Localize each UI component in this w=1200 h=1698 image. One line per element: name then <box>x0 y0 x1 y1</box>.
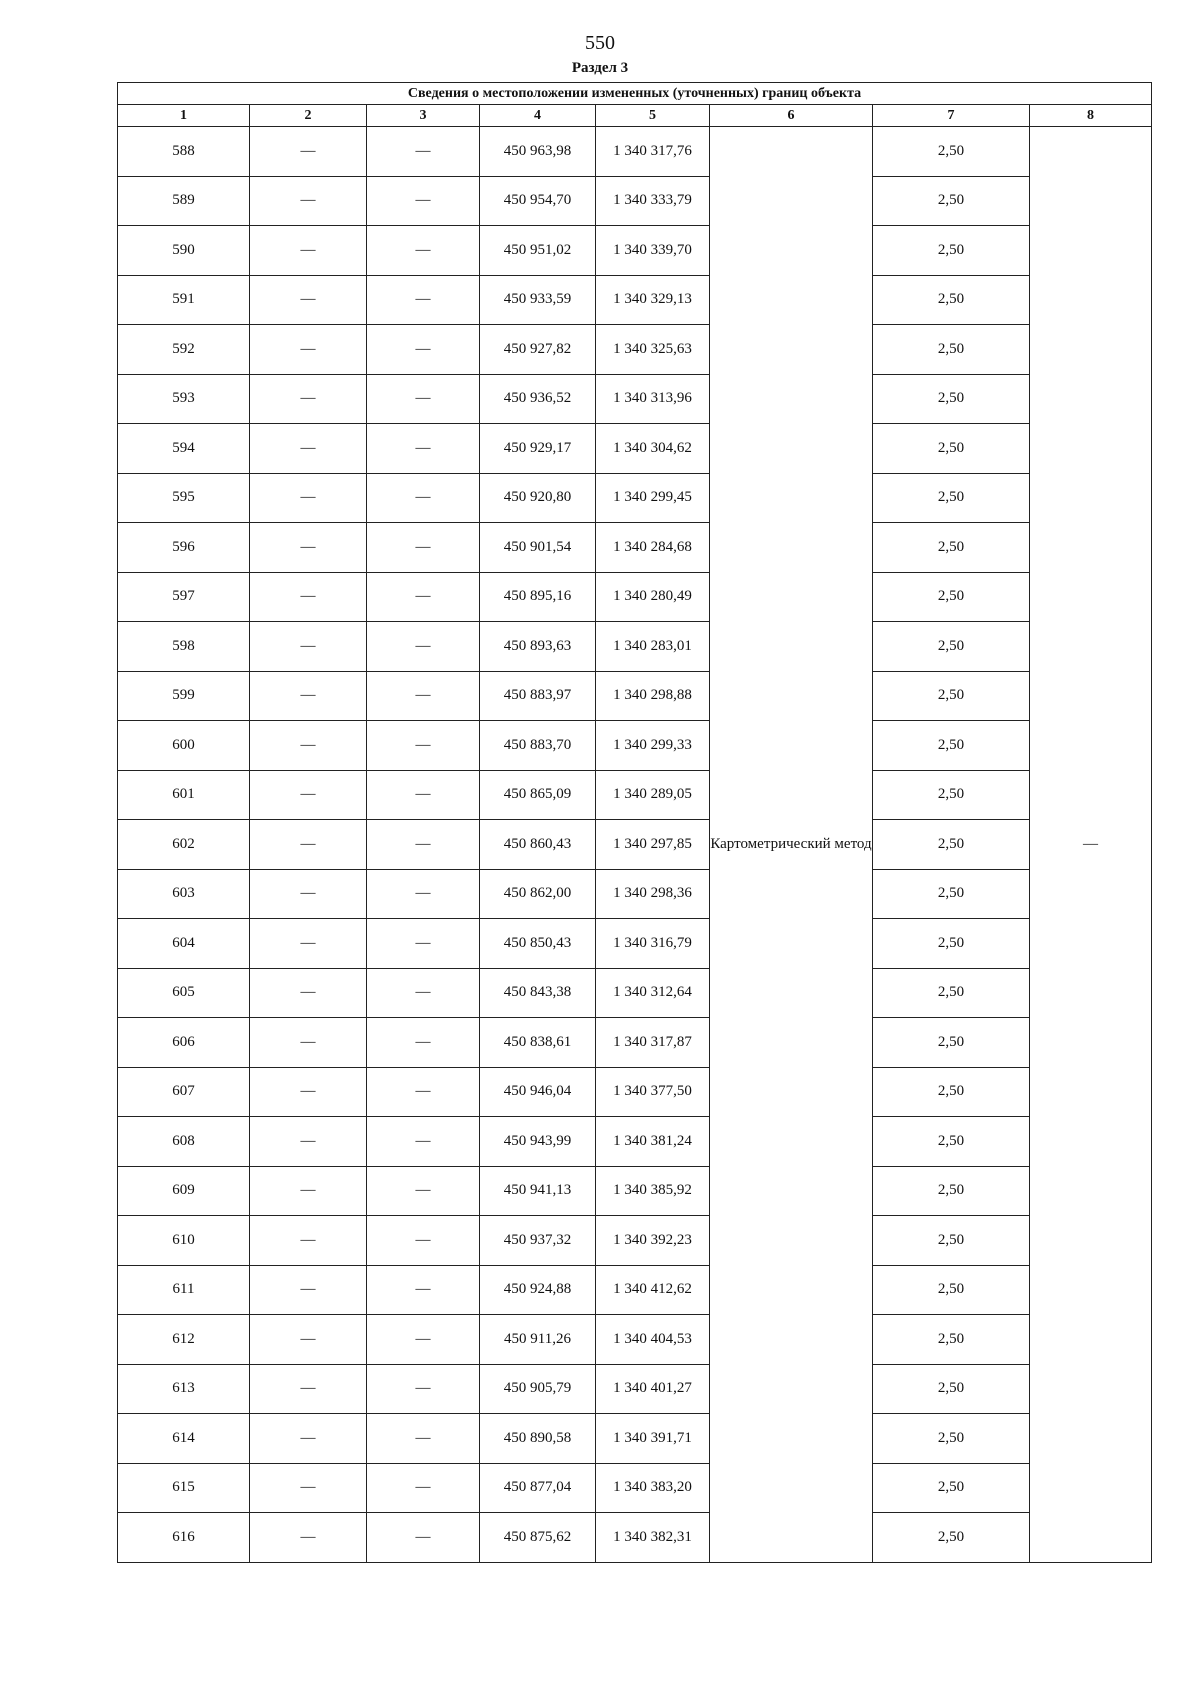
table-row <box>118 1166 1152 1216</box>
col3-cell: — <box>367 473 480 523</box>
col2-cell: — <box>250 721 367 771</box>
column-number-7: 7 <box>873 105 1030 127</box>
col2-cell: — <box>250 1414 367 1464</box>
point-number-cell: 612 <box>118 1315 250 1365</box>
accuracy-cell: 2,50 <box>873 176 1030 226</box>
y-coordinate-cell: 1 340 377,50 <box>596 1067 710 1117</box>
column-number-6: 6 <box>710 105 873 127</box>
col3-cell: — <box>367 127 480 177</box>
y-coordinate-cell: 1 340 298,36 <box>596 869 710 919</box>
col3-cell: — <box>367 275 480 325</box>
col2-cell: — <box>250 1067 367 1117</box>
col2-cell: — <box>250 1513 367 1563</box>
col2-cell: — <box>250 226 367 276</box>
col3-cell: — <box>367 919 480 969</box>
table-row <box>118 721 1152 771</box>
table-row <box>118 523 1152 573</box>
col2-cell: — <box>250 1216 367 1266</box>
point-number-cell: 588 <box>118 127 250 177</box>
accuracy-cell: 2,50 <box>873 869 1030 919</box>
accuracy-cell: 2,50 <box>873 424 1030 474</box>
x-coordinate-cell: 450 951,02 <box>480 226 596 276</box>
method-cell: Картометрический метод <box>710 127 873 1563</box>
column-number-4: 4 <box>480 105 596 127</box>
col3-cell: — <box>367 1364 480 1414</box>
accuracy-cell: 2,50 <box>873 473 1030 523</box>
accuracy-cell: 2,50 <box>873 622 1030 672</box>
col3-cell: — <box>367 1117 480 1167</box>
x-coordinate-cell: 450 937,32 <box>480 1216 596 1266</box>
x-coordinate-cell: 450 862,00 <box>480 869 596 919</box>
table-row <box>118 275 1152 325</box>
col3-cell: — <box>367 226 480 276</box>
point-number-cell: 599 <box>118 671 250 721</box>
accuracy-cell: 2,50 <box>873 1463 1030 1513</box>
point-number-cell: 600 <box>118 721 250 771</box>
col2-cell: — <box>250 1166 367 1216</box>
point-number-cell: 601 <box>118 770 250 820</box>
y-coordinate-cell: 1 340 298,88 <box>596 671 710 721</box>
y-coordinate-cell: 1 340 313,96 <box>596 374 710 424</box>
col2-cell: — <box>250 176 367 226</box>
point-number-cell: 592 <box>118 325 250 375</box>
x-coordinate-cell: 450 943,99 <box>480 1117 596 1167</box>
table-row <box>118 1265 1152 1315</box>
col3-cell: — <box>367 374 480 424</box>
table-row <box>118 473 1152 523</box>
col2-cell: — <box>250 1265 367 1315</box>
table-row <box>118 1067 1152 1117</box>
y-coordinate-cell: 1 340 412,62 <box>596 1265 710 1315</box>
table-row <box>118 770 1152 820</box>
table-row <box>118 1117 1152 1167</box>
col2-cell: — <box>250 572 367 622</box>
table-row <box>118 1414 1152 1464</box>
col3-cell: — <box>367 424 480 474</box>
point-number-cell: 609 <box>118 1166 250 1216</box>
col2-cell: — <box>250 325 367 375</box>
y-coordinate-cell: 1 340 317,76 <box>596 127 710 177</box>
point-number-cell: 597 <box>118 572 250 622</box>
accuracy-cell: 2,50 <box>873 968 1030 1018</box>
col2-cell: — <box>250 1364 367 1414</box>
column-number-3: 3 <box>367 105 480 127</box>
col2-cell: — <box>250 127 367 177</box>
col2-cell: — <box>250 424 367 474</box>
x-coordinate-cell: 450 883,70 <box>480 721 596 771</box>
col2-cell: — <box>250 1315 367 1365</box>
point-number-cell: 598 <box>118 622 250 672</box>
x-coordinate-cell: 450 905,79 <box>480 1364 596 1414</box>
column-number-2: 2 <box>250 105 367 127</box>
col2-cell: — <box>250 1018 367 1068</box>
section-title: Раздел 3 <box>571 60 629 76</box>
col2-cell: — <box>250 523 367 573</box>
accuracy-cell: 2,50 <box>873 325 1030 375</box>
x-coordinate-cell: 450 850,43 <box>480 919 596 969</box>
accuracy-cell: 2,50 <box>873 1315 1030 1365</box>
accuracy-cell: 2,50 <box>873 1364 1030 1414</box>
boundary-coordinates-table <box>117 82 1152 1563</box>
col3-cell: — <box>367 721 480 771</box>
table-row <box>118 325 1152 375</box>
x-coordinate-cell: 450 893,63 <box>480 622 596 672</box>
y-coordinate-cell: 1 340 383,20 <box>596 1463 710 1513</box>
accuracy-cell: 2,50 <box>873 1265 1030 1315</box>
x-coordinate-cell: 450 933,59 <box>480 275 596 325</box>
table-body <box>118 127 1152 1563</box>
table-row <box>118 1463 1152 1513</box>
x-coordinate-cell: 450 920,80 <box>480 473 596 523</box>
point-number-cell: 613 <box>118 1364 250 1414</box>
table-row <box>118 1513 1152 1563</box>
col2-cell: — <box>250 671 367 721</box>
point-number-cell: 604 <box>118 919 250 969</box>
point-number-cell: 589 <box>118 176 250 226</box>
col3-cell: — <box>367 176 480 226</box>
accuracy-cell: 2,50 <box>873 919 1030 969</box>
x-coordinate-cell: 450 865,09 <box>480 770 596 820</box>
col3-cell: — <box>367 770 480 820</box>
x-coordinate-cell: 450 838,61 <box>480 1018 596 1068</box>
page-number: 550 <box>585 32 615 54</box>
y-coordinate-cell: 1 340 284,68 <box>596 523 710 573</box>
col3-cell: — <box>367 1166 480 1216</box>
col2-cell: — <box>250 820 367 870</box>
col2-cell: — <box>250 473 367 523</box>
y-coordinate-cell: 1 340 299,45 <box>596 473 710 523</box>
point-number-cell: 591 <box>118 275 250 325</box>
col3-cell: — <box>367 820 480 870</box>
column-number-8: 8 <box>1030 105 1152 127</box>
accuracy-cell: 2,50 <box>873 523 1030 573</box>
col3-cell: — <box>367 671 480 721</box>
y-coordinate-cell: 1 340 280,49 <box>596 572 710 622</box>
y-coordinate-cell: 1 340 289,05 <box>596 770 710 820</box>
y-coordinate-cell: 1 340 385,92 <box>596 1166 710 1216</box>
point-number-cell: 606 <box>118 1018 250 1068</box>
col3-cell: — <box>367 968 480 1018</box>
col3-cell: — <box>367 1018 480 1068</box>
col3-cell: — <box>367 1513 480 1563</box>
point-number-cell: 611 <box>118 1265 250 1315</box>
col3-cell: — <box>367 1463 480 1513</box>
accuracy-cell: 2,50 <box>873 1018 1030 1068</box>
col2-cell: — <box>250 1117 367 1167</box>
y-coordinate-cell: 1 340 317,87 <box>596 1018 710 1068</box>
accuracy-cell: 2,50 <box>873 1166 1030 1216</box>
y-coordinate-cell: 1 340 339,70 <box>596 226 710 276</box>
y-coordinate-cell: 1 340 304,62 <box>596 424 710 474</box>
y-coordinate-cell: 1 340 312,64 <box>596 968 710 1018</box>
x-coordinate-cell: 450 877,04 <box>480 1463 596 1513</box>
x-coordinate-cell: 450 911,26 <box>480 1315 596 1365</box>
point-number-cell: 615 <box>118 1463 250 1513</box>
table-row <box>118 820 1152 870</box>
table-row <box>118 1018 1152 1068</box>
y-coordinate-cell: 1 340 316,79 <box>596 919 710 969</box>
accuracy-cell: 2,50 <box>873 1117 1030 1167</box>
table-row <box>118 1315 1152 1365</box>
col3-cell: — <box>367 572 480 622</box>
col2-cell: — <box>250 869 367 919</box>
accuracy-cell: 2,50 <box>873 770 1030 820</box>
table-row <box>118 127 1152 177</box>
point-number-cell: 593 <box>118 374 250 424</box>
col8-cell: — <box>1030 127 1152 1563</box>
table-row <box>118 869 1152 919</box>
y-coordinate-cell: 1 340 392,23 <box>596 1216 710 1266</box>
col3-cell: — <box>367 1216 480 1266</box>
x-coordinate-cell: 450 929,17 <box>480 424 596 474</box>
y-coordinate-cell: 1 340 283,01 <box>596 622 710 672</box>
y-coordinate-cell: 1 340 381,24 <box>596 1117 710 1167</box>
x-coordinate-cell: 450 895,16 <box>480 572 596 622</box>
column-number-row <box>118 105 1152 127</box>
table-row <box>118 424 1152 474</box>
table-row <box>118 226 1152 276</box>
point-number-cell: 607 <box>118 1067 250 1117</box>
table-row <box>118 622 1152 672</box>
col3-cell: — <box>367 325 480 375</box>
accuracy-cell: 2,50 <box>873 572 1030 622</box>
accuracy-cell: 2,50 <box>873 275 1030 325</box>
col2-cell: — <box>250 770 367 820</box>
x-coordinate-cell: 450 927,82 <box>480 325 596 375</box>
col3-cell: — <box>367 622 480 672</box>
y-coordinate-cell: 1 340 299,33 <box>596 721 710 771</box>
x-coordinate-cell: 450 883,97 <box>480 671 596 721</box>
accuracy-cell: 2,50 <box>873 226 1030 276</box>
col2-cell: — <box>250 275 367 325</box>
col2-cell: — <box>250 374 367 424</box>
col2-cell: — <box>250 919 367 969</box>
point-number-cell: 594 <box>118 424 250 474</box>
accuracy-cell: 2,50 <box>873 374 1030 424</box>
table-row <box>118 968 1152 1018</box>
point-number-cell: 614 <box>118 1414 250 1464</box>
point-number-cell: 605 <box>118 968 250 1018</box>
table-row <box>118 919 1152 969</box>
accuracy-cell: 2,50 <box>873 1513 1030 1563</box>
col3-cell: — <box>367 1414 480 1464</box>
accuracy-cell: 2,50 <box>873 671 1030 721</box>
x-coordinate-cell: 450 890,58 <box>480 1414 596 1464</box>
point-number-cell: 596 <box>118 523 250 573</box>
point-number-cell: 608 <box>118 1117 250 1167</box>
x-coordinate-cell: 450 946,04 <box>480 1067 596 1117</box>
x-coordinate-cell: 450 843,38 <box>480 968 596 1018</box>
col3-cell: — <box>367 1315 480 1365</box>
table-row <box>118 671 1152 721</box>
table-row <box>118 1216 1152 1266</box>
table-row <box>118 374 1152 424</box>
table-row <box>118 1364 1152 1414</box>
point-number-cell: 602 <box>118 820 250 870</box>
col3-cell: — <box>367 869 480 919</box>
column-number-1: 1 <box>118 105 250 127</box>
y-coordinate-cell: 1 340 329,13 <box>596 275 710 325</box>
accuracy-cell: 2,50 <box>873 721 1030 771</box>
x-coordinate-cell: 450 860,43 <box>480 820 596 870</box>
accuracy-cell: 2,50 <box>873 127 1030 177</box>
y-coordinate-cell: 1 340 297,85 <box>596 820 710 870</box>
y-coordinate-cell: 1 340 382,31 <box>596 1513 710 1563</box>
x-coordinate-cell: 450 963,98 <box>480 127 596 177</box>
point-number-cell: 590 <box>118 226 250 276</box>
table-row <box>118 572 1152 622</box>
col3-cell: — <box>367 1067 480 1117</box>
point-number-cell: 610 <box>118 1216 250 1266</box>
accuracy-cell: 2,50 <box>873 1414 1030 1464</box>
col2-cell: — <box>250 1463 367 1513</box>
x-coordinate-cell: 450 941,13 <box>480 1166 596 1216</box>
col2-cell: — <box>250 968 367 1018</box>
y-coordinate-cell: 1 340 325,63 <box>596 325 710 375</box>
y-coordinate-cell: 1 340 333,79 <box>596 176 710 226</box>
accuracy-cell: 2,50 <box>873 1216 1030 1266</box>
x-coordinate-cell: 450 954,70 <box>480 176 596 226</box>
accuracy-cell: 2,50 <box>873 1067 1030 1117</box>
col2-cell: — <box>250 622 367 672</box>
column-number-5: 5 <box>596 105 710 127</box>
col3-cell: — <box>367 523 480 573</box>
table-row <box>118 176 1152 226</box>
point-number-cell: 603 <box>118 869 250 919</box>
y-coordinate-cell: 1 340 391,71 <box>596 1414 710 1464</box>
y-coordinate-cell: 1 340 401,27 <box>596 1364 710 1414</box>
x-coordinate-cell: 450 936,52 <box>480 374 596 424</box>
table-caption: Сведения о местоположении измененных (уточненных) границ объекта <box>118 83 1152 105</box>
point-number-cell: 616 <box>118 1513 250 1563</box>
accuracy-cell: 2,50 <box>873 820 1030 870</box>
point-number-cell: 595 <box>118 473 250 523</box>
x-coordinate-cell: 450 875,62 <box>480 1513 596 1563</box>
col3-cell: — <box>367 1265 480 1315</box>
y-coordinate-cell: 1 340 404,53 <box>596 1315 710 1365</box>
x-coordinate-cell: 450 924,88 <box>480 1265 596 1315</box>
x-coordinate-cell: 450 901,54 <box>480 523 596 573</box>
